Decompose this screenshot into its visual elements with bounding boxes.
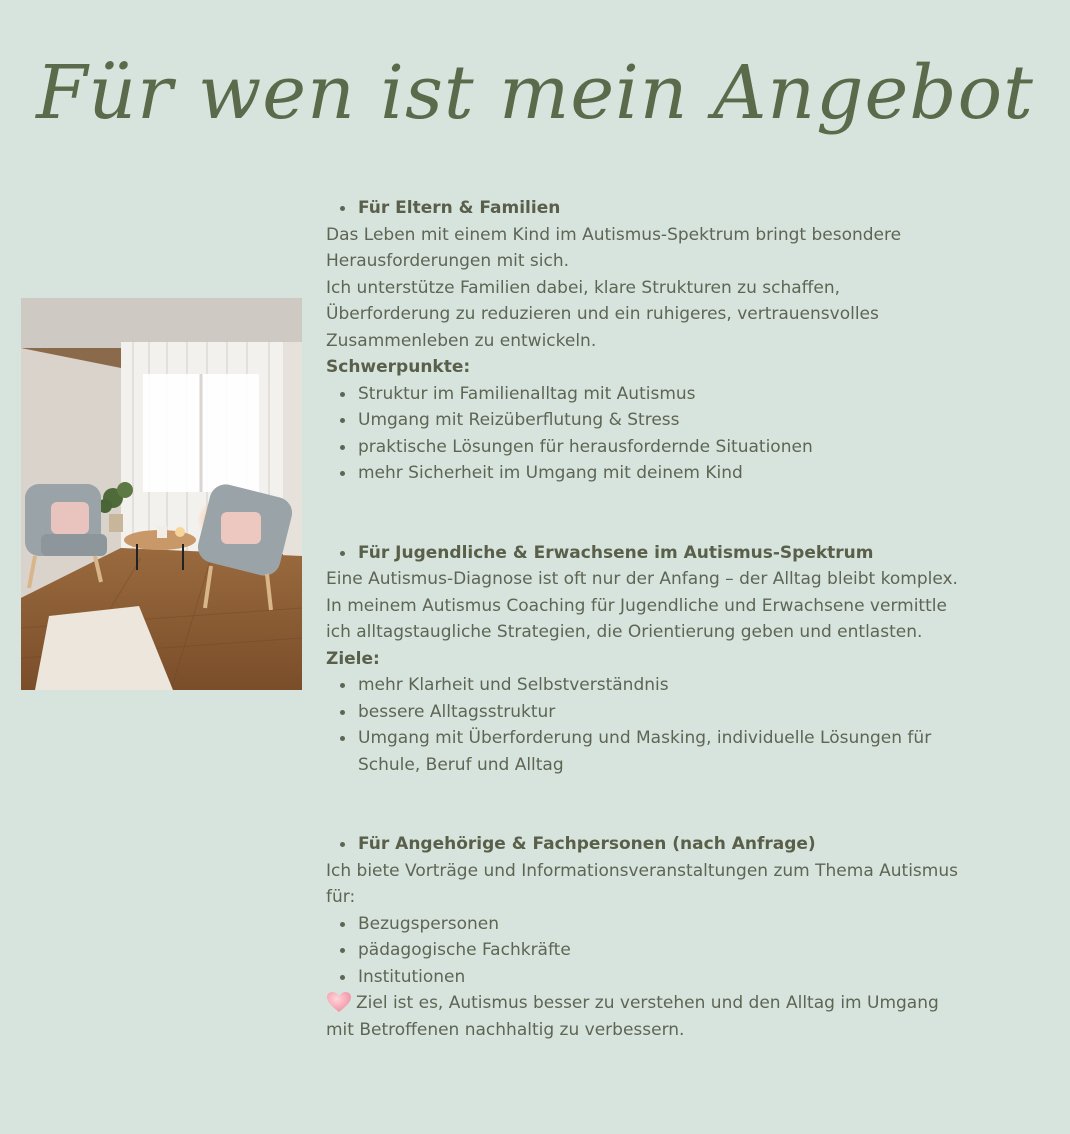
section-paragraph: Eine Autismus-Diagnose ist oft nur der Anfang – der Alltag bleibt komplex. xyxy=(326,569,958,589)
list-item: Institutionen xyxy=(326,964,966,991)
closing-paragraph xyxy=(326,990,966,1043)
section-heading: Für Eltern & Familien xyxy=(326,195,966,222)
list-item: mehr Klarheit und Selbstverständnis xyxy=(326,672,966,699)
section-spacer xyxy=(326,487,966,540)
list-item: bessere Alltagsstruktur xyxy=(326,699,966,726)
section-heading: Für Angehörige & Fachpersonen (nach Anfrage) xyxy=(326,831,966,858)
list-item: Umgang mit Überforderung und Masking, individuelle Lösungen für Schule, Beruf und Alltag xyxy=(326,725,966,778)
offer-content xyxy=(326,195,966,1043)
list-label: Schwerpunkte: xyxy=(326,357,471,377)
section-relatives-professionals xyxy=(326,831,966,1043)
section-paragraph: In meinem Autismus Coaching für Jugendliche und Erwachsene vermittle ich alltagstaugliche Strategien, die Orientierung geben und entlasten. xyxy=(326,595,947,642)
section-paragraph: Das Leben mit einem Kind im Autismus-Spektrum bringt besondere Herausforderungen mit sich. xyxy=(326,224,902,271)
list-label: Ziele: xyxy=(326,648,380,669)
list-item: Umgang mit Reizüberflutung & Stress xyxy=(326,407,966,434)
section-families xyxy=(326,195,966,487)
section-paragraph: Ich unterstütze Familien dabei, klare Strukturen zu schaffen, Überforderung zu reduzieren und ein ruhigeres, vertrauensvolles Zusammenleben zu entwickeln. xyxy=(326,277,879,351)
list-item: pädagogische Fachkräfte xyxy=(326,937,966,964)
heart-icon xyxy=(326,991,352,1013)
section-paragraph: Ich biete Vorträge und Informationsveranstaltungen zum Thema Autismus für: xyxy=(326,860,958,907)
list-item: Struktur im Familienalltag mit Autismus xyxy=(326,381,966,408)
section-youth-adults xyxy=(326,540,966,779)
page-title: Für wen ist mein Angebot xyxy=(36,50,1034,136)
closing-text: Ziel ist es, Autismus besser zu verstehen und den Alltag im Umgang mit Betroffenen nachhaltig zu verbessern. xyxy=(326,993,939,1040)
list-item: mehr Sicherheit im Umgang mit deinem Kind xyxy=(326,460,966,487)
section-heading: Für Jugendliche & Erwachsene im Autismus-Spektrum xyxy=(326,540,966,567)
room-photo xyxy=(21,298,302,690)
section-spacer xyxy=(326,778,966,831)
list-item: Bezugspersonen xyxy=(326,911,966,938)
list-item: praktische Lösungen für herausfordernde Situationen xyxy=(326,434,966,461)
